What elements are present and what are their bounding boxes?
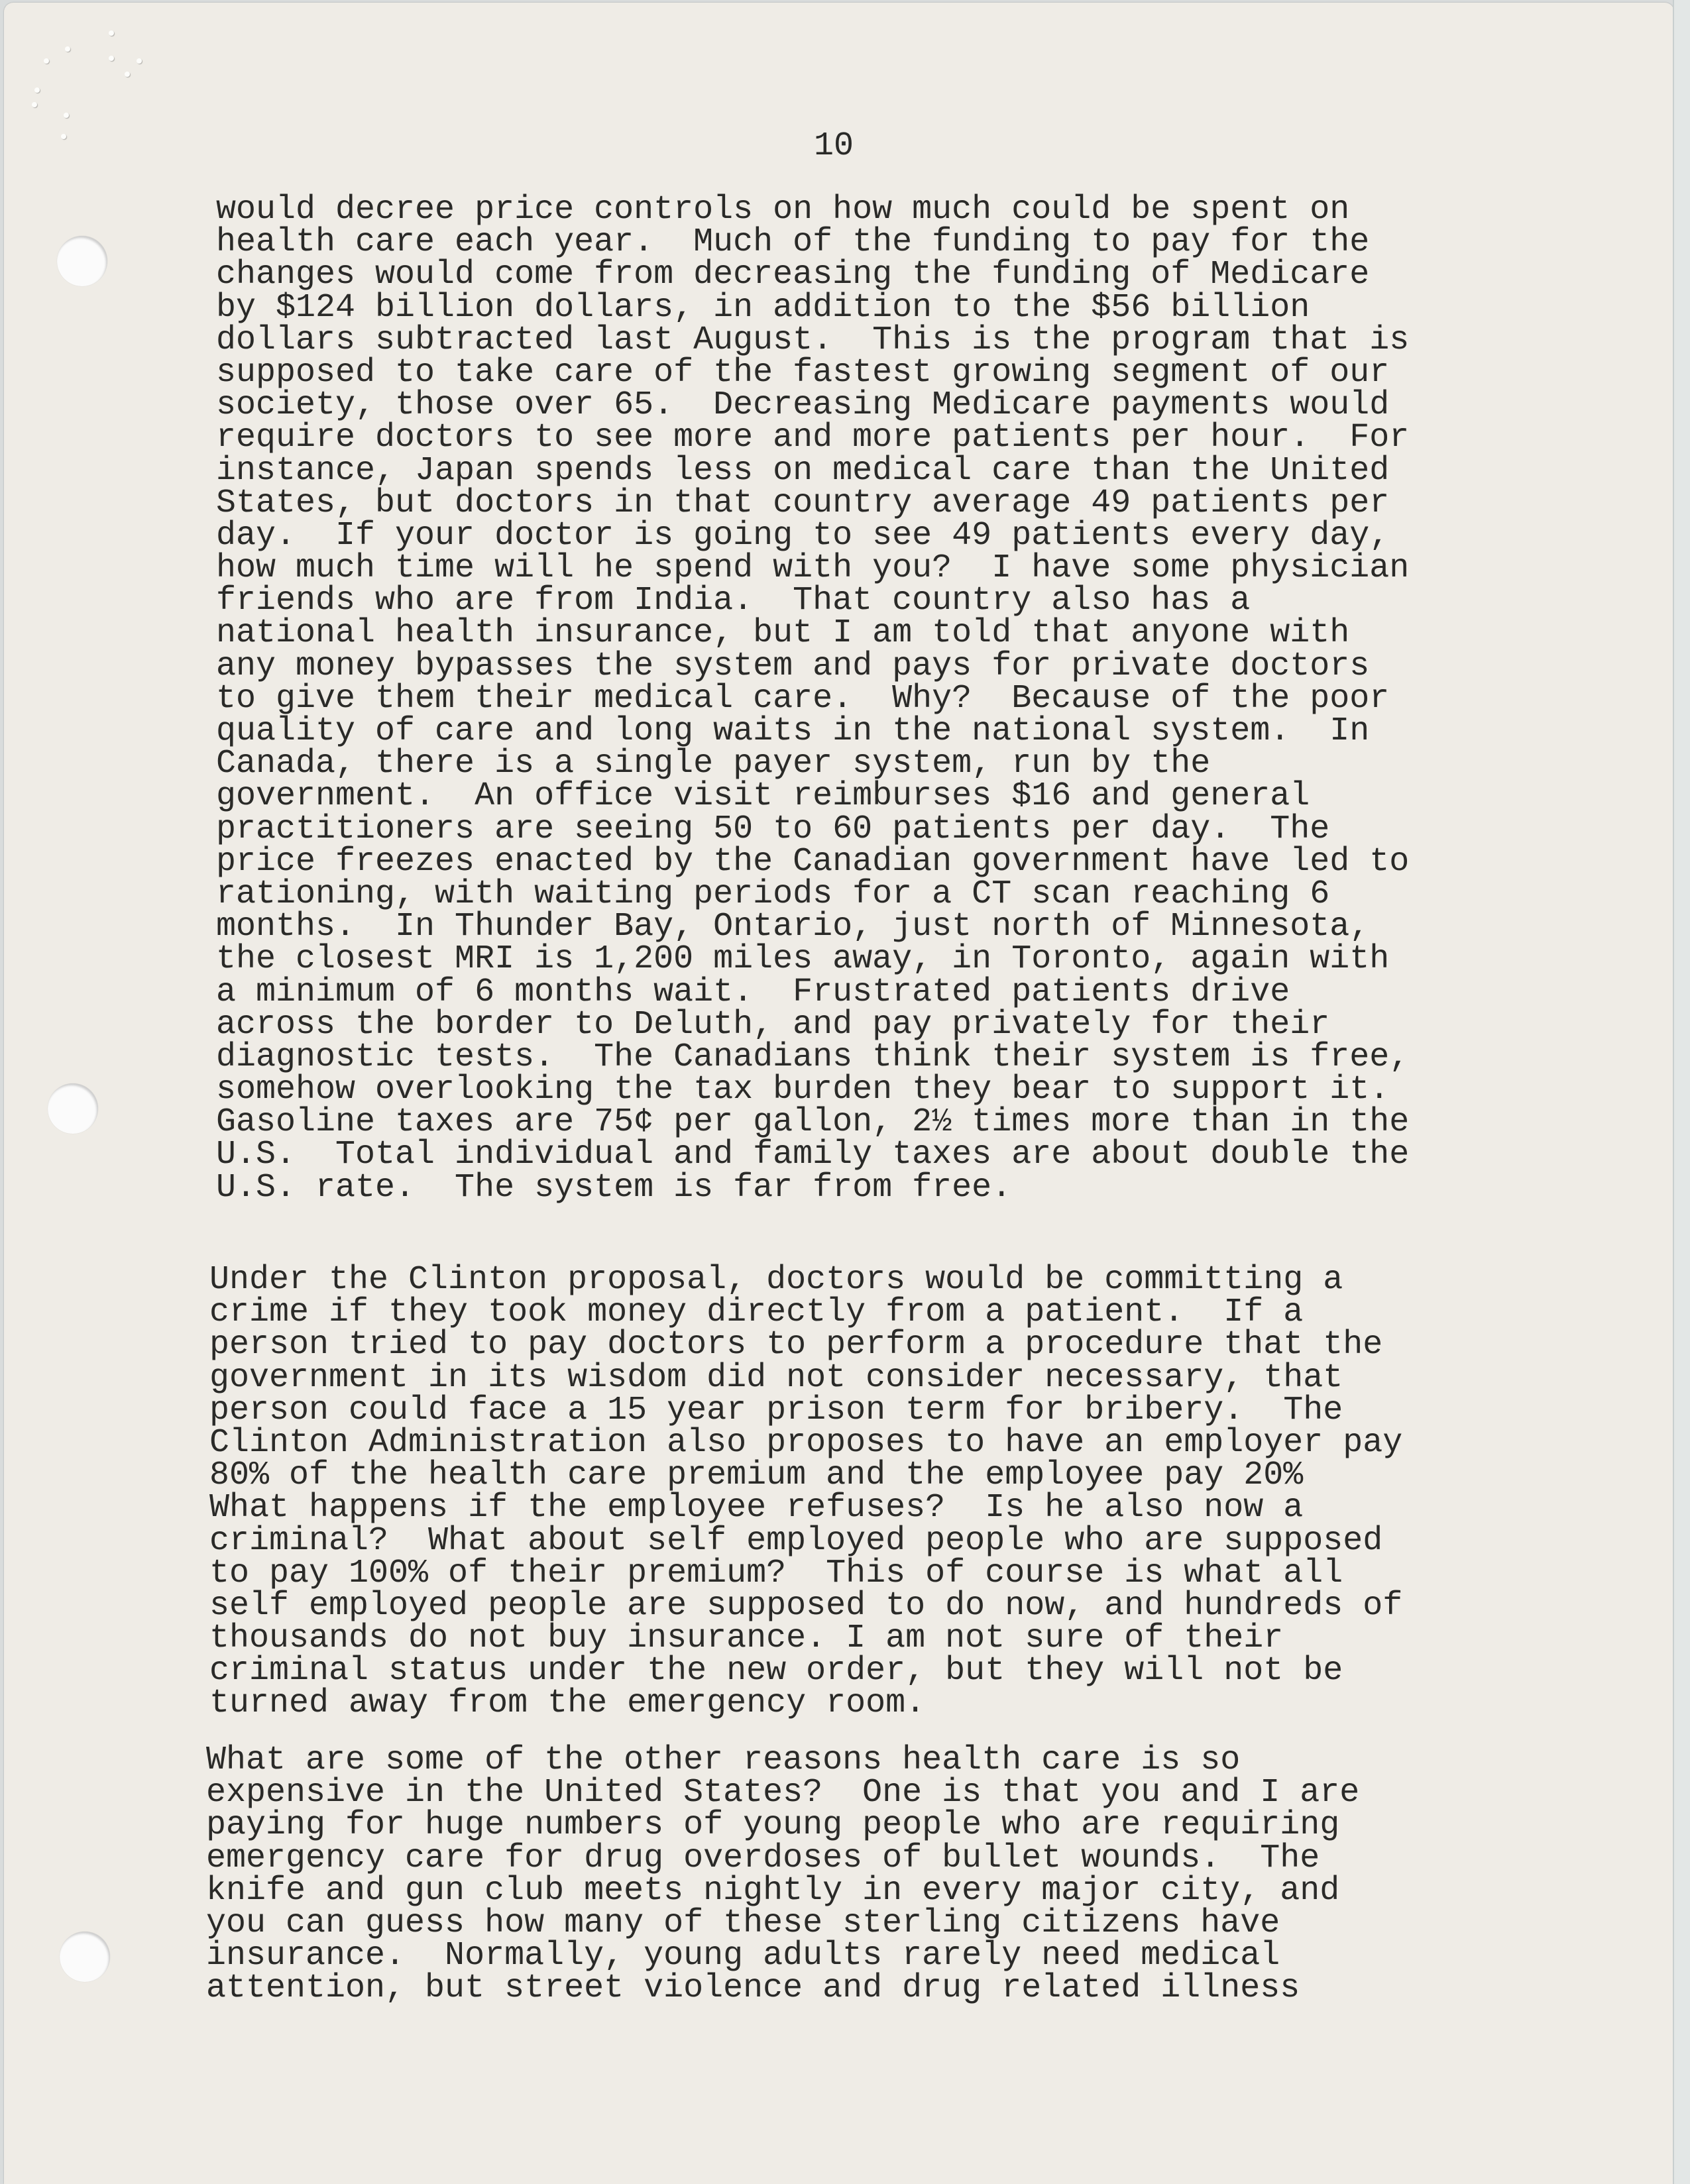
text-line: paying for huge numbers of young people who are requiring [206,1806,1340,1845]
text-line: require doctors to see more and more patients per hour. For [216,419,1410,457]
text-line: changes would come from decreasing the funding of Medicare [216,256,1370,294]
text-line: government. An office visit reimburses $16 and general [216,777,1310,816]
paragraph-1 [216,191,1410,1207]
text-line: diagnostic tests. The Canadians think their system is free, [216,1038,1410,1076]
text-line: Canada, there is a single payer system, run by the [216,745,1211,783]
text-line: any money bypasses the system and pays for private doctors [216,647,1370,685]
text-line: you can guess how many of these sterling citizens have [206,1904,1280,1942]
text-line: knife and gun club meets nightly in every major city, and [206,1871,1340,1910]
text-line: States, but doctors in that country average 49 patients per [216,484,1390,522]
text-line: rationing, with waiting periods for a CT scan reaching 6 [216,875,1330,913]
binder-hole-top [57,236,107,286]
text-line: criminal status under the new order, but they will not be [209,1652,1343,1690]
text-line: health care each year. Much of the funding to pay for the [216,223,1370,262]
text-line: by $124 billion dollars, in addition to the $56 billion [216,288,1310,327]
binder-hole-bottom [60,1932,110,1982]
text-line: Clinton Administration also proposes to have an employer pay [209,1423,1403,1462]
text-line: day. If your doctor is going to see 49 patients every day, [216,516,1390,555]
text-line: attention, but street violence and drug related illness [206,1969,1300,2008]
text-line: dollars subtracted last August. This is the program that is [216,321,1410,359]
text-line: supposed to take care of the fastest growing segment of our [216,353,1390,392]
paragraph-2 [209,1261,1403,1723]
text-line: person could face a 15 year prison term for bribery. The [209,1391,1343,1429]
text-line: the closest MRI is 1,200 miles away, in Toronto, again with [216,940,1390,979]
text-line: national health insurance, but I am told that anyone with [216,614,1350,653]
text-line: Under the Clinton proposal, doctors would be committing a [209,1261,1343,1299]
text-line: thousands do not buy insurance. I am not sure of their [209,1619,1284,1658]
text-line: Gasoline taxes are 75¢ per gallon, 2½ times more than in the [216,1103,1410,1142]
text-line: somehow overlooking the tax burden they bear to support it. [216,1071,1390,1109]
text-line: expensive in the United States? One is that you and I are [206,1774,1360,1812]
binder-hole-middle [48,1083,98,1134]
text-line: person tried to pay doctors to perform a procedure that the [209,1326,1383,1364]
text-line: turned away from the emergency room. [209,1684,926,1723]
text-line: a minimum of 6 months wait. Frustrated patients drive [216,973,1290,1011]
document-page [4,3,1674,2184]
text-line: across the border to Deluth, and pay privately for their [216,1005,1330,1044]
text-line: crime if they took money directly from a patient. If a [209,1293,1304,1332]
text-line: criminal? What about self employed people who are supposed [209,1521,1383,1560]
text-line: insurance. Normally, young adults rarely need medical [206,1937,1280,1975]
text-line: practitioners are seeing 50 to 60 patients per day. The [216,810,1330,848]
text-line: to give them their medical care. Why? Because of the poor [216,679,1390,718]
text-line: self employed people are supposed to do now, and hundreds of [209,1586,1403,1625]
text-line: months. In Thunder Bay, Ontario, just north of Minnesota, [216,908,1370,946]
text-line: 80% of the health care premium and the employee pay 20% [209,1456,1304,1495]
text-line: U.S. Total individual and family taxes are about double the [216,1136,1410,1174]
text-line: price freezes enacted by the Canadian government have led to [216,842,1410,881]
text-line: government in its wisdom did not consider necessary, that [209,1358,1343,1397]
scanner-edge [1673,0,1690,2184]
text-line: friends who are from India. That country also has a [216,582,1251,620]
paragraph-3 [206,1741,1360,2008]
text-line: quality of care and long waits in the national system. In [216,712,1370,750]
text-line: instance, Japan spends less on medical care than the United [216,451,1390,490]
text-line: What happens if the employee refuses? Is he also now a [209,1489,1304,1527]
text-line: to pay 100% of their premium? This of course is what all [209,1554,1343,1592]
page-number: 10 [814,127,854,165]
text-line: society, those over 65. Decreasing Medicare payments would [216,386,1390,425]
text-line: would decree price controls on how much could be spent on [216,191,1350,229]
text-line: emergency care for drug overdoses of bullet wounds. The [206,1839,1320,1877]
text-line: how much time will he spend with you? I have some physician [216,549,1410,588]
text-line: U.S. rate. The system is far from free. [216,1168,1012,1207]
text-line: What are some of the other reasons health care is so [206,1741,1241,1779]
